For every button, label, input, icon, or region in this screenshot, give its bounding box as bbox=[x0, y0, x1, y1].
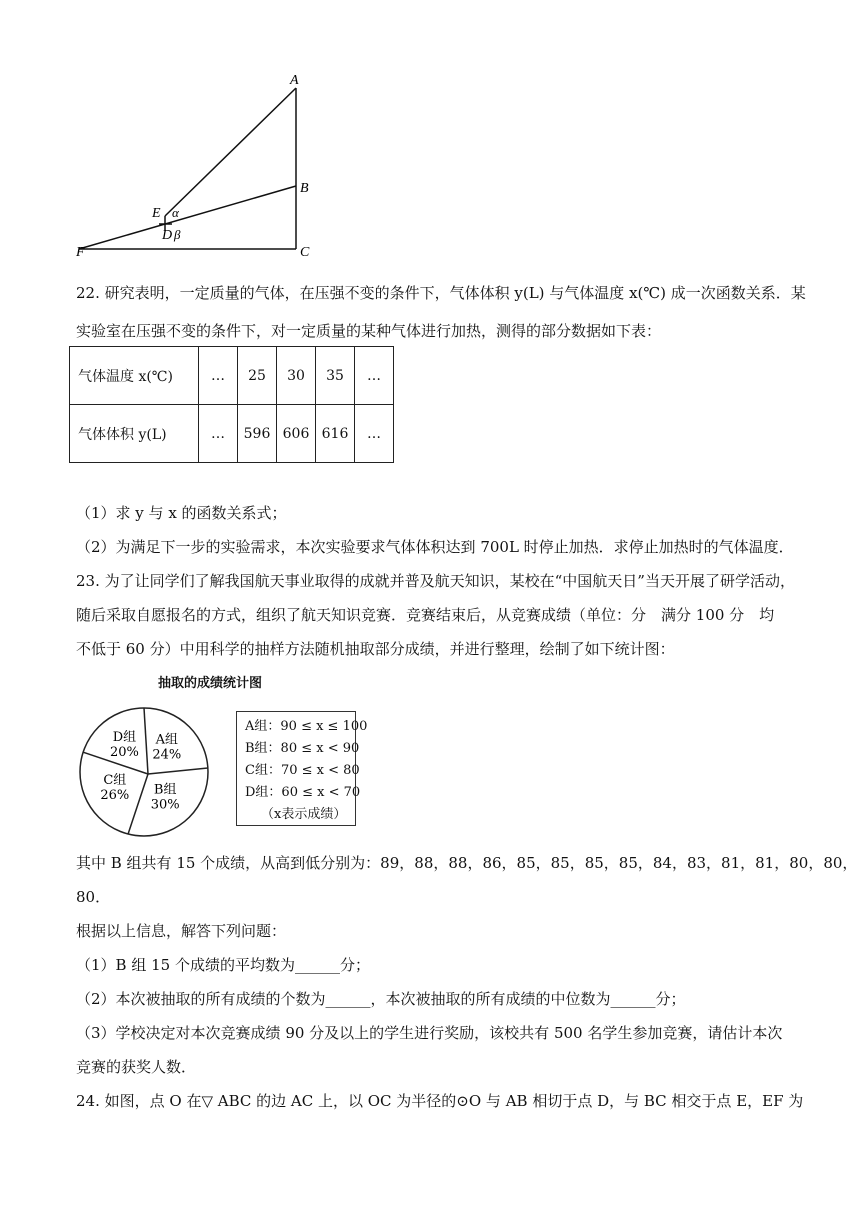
q23-sub3a: （3）学校决定对本次竞赛成绩 90 分及以上的学生进行奖励，该校共有 500 名学生参加竞赛，请估计本次 bbox=[76, 1024, 783, 1042]
table-cell: … bbox=[355, 347, 394, 405]
label-E: E bbox=[152, 206, 161, 221]
q22-line1: 22. 研究表明，一定质量的气体，在压强不变的条件下，气体体积 y(L) 与气体温度 x(℃) 成一次函数关系．某 bbox=[76, 284, 806, 302]
q23-line1: 23. 为了让同学们了解我国航天事业取得的成就并普及航天知识，某校在“中国航天日”当天开展了研学活动， bbox=[76, 572, 795, 590]
pie-slice-label: C组 bbox=[103, 773, 127, 789]
q23-after2: 80． bbox=[76, 888, 111, 906]
legend-item: C组：70 ≤ x < 80 bbox=[245, 763, 360, 778]
geometry-figure bbox=[60, 66, 340, 266]
legend-item: （x表示成绩） bbox=[261, 807, 347, 822]
pie-slice-label: D组 bbox=[112, 730, 137, 746]
q23-sub3b: 竞赛的获奖人数． bbox=[76, 1058, 197, 1076]
data-table bbox=[69, 346, 394, 463]
q22-sub1: （1）求 y 与 x 的函数关系式； bbox=[76, 504, 287, 522]
table-row bbox=[70, 405, 394, 463]
pie-slice-label: A组 bbox=[155, 732, 178, 748]
chart-legend bbox=[236, 711, 368, 826]
q24-line1: 24. 如图，点 O 在▽ ABC 的边 AC 上，以 OC 为半径的⊙O 与 AB 相切于点 D，与 BC 相交于点 E，EF 为 bbox=[76, 1092, 804, 1110]
table-cell: 616 bbox=[316, 405, 355, 463]
table-row bbox=[70, 347, 394, 405]
label-beta: β bbox=[174, 227, 181, 242]
table-cell: … bbox=[199, 347, 238, 405]
pie-slice-percent: 20% bbox=[109, 745, 139, 761]
table-header-temp: 气体温度 x(℃) bbox=[70, 347, 199, 405]
table-cell: 30 bbox=[277, 347, 316, 405]
pie-slice-label: B组 bbox=[153, 782, 177, 798]
table-cell: … bbox=[355, 405, 394, 463]
q23-sub1: （1）B 组 15 个成绩的平均数为______分； bbox=[76, 956, 370, 974]
label-C: C bbox=[300, 245, 310, 260]
legend-item: B组：80 ≤ x < 90 bbox=[245, 741, 360, 756]
q23-after1: 其中 B 组共有 15 个成绩，从高到低分别为：89，88，88，86，85，85，85，85，84，83，81，81，80，80， bbox=[76, 854, 858, 872]
label-F: F bbox=[76, 245, 85, 260]
table-header-volume: 气体体积 y(L) bbox=[70, 405, 199, 463]
legend-item: D组：60 ≤ x < 70 bbox=[245, 785, 361, 800]
q23-line2: 随后采取自愿报名的方式，组织了航天知识竞赛．竞赛结束后，从竞赛成绩（单位：分 满分 100 分 均 bbox=[76, 606, 775, 624]
label-B: B bbox=[300, 181, 309, 196]
table-cell: 596 bbox=[238, 405, 277, 463]
q23-sub2: （2）本次被抽取的所有成绩的个数为______，本次被抽取的所有成绩的中位数为______分； bbox=[76, 990, 686, 1008]
table-cell: … bbox=[199, 405, 238, 463]
q22-sub2: （2）为满足下一步的实验需求，本次实验要求气体体积达到 700L 时停止加热．求停止加热时的气体温度． bbox=[76, 538, 794, 556]
q23-line3: 不低于 60 分）中用科学的抽样方法随机抽取部分成绩，并进行整理，绘制了如下统计图： bbox=[76, 640, 675, 658]
label-alpha: α bbox=[172, 205, 179, 220]
legend-item: A组：90 ≤ x ≤ 100 bbox=[245, 719, 368, 734]
label-A: A bbox=[290, 73, 299, 88]
table-cell: 35 bbox=[316, 347, 355, 405]
q22-line2: 实验室在压强不变的条件下，对一定质量的某种气体进行加热，测得的部分数据如下表： bbox=[76, 322, 662, 340]
label-D: D bbox=[162, 228, 173, 243]
pie-slice-percent: 26% bbox=[100, 788, 130, 804]
pie-slice-percent: 30% bbox=[150, 797, 180, 813]
chart-title: 抽取的成绩统计图 bbox=[158, 676, 263, 691]
table-cell: 25 bbox=[238, 347, 277, 405]
pie-slice-percent: 24% bbox=[152, 747, 182, 763]
pie-chart bbox=[76, 704, 212, 840]
q23-after3: 根据以上信息，解答下列问题： bbox=[76, 922, 287, 940]
table-cell: 606 bbox=[277, 405, 316, 463]
